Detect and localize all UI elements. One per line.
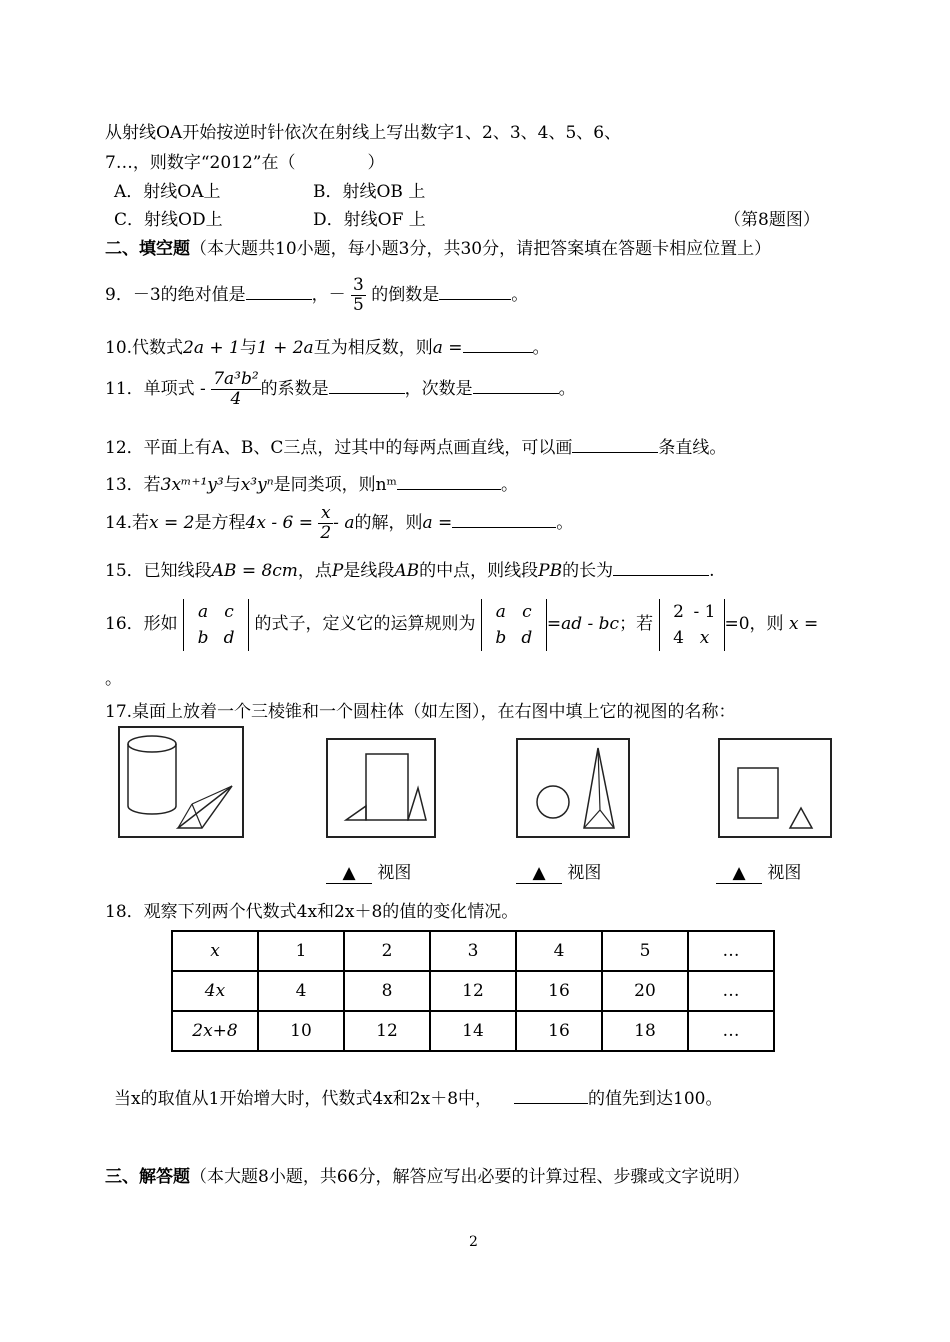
- figure-view-front: [326, 738, 436, 838]
- caption-side-view: ▲ 视图: [516, 858, 601, 884]
- values-table: [171, 930, 775, 1052]
- q8-figure-caption: （第8题图）: [724, 210, 820, 230]
- table-cell: …: [688, 971, 774, 1011]
- caption-front-view: ▲ 视图: [326, 858, 411, 884]
- fraction-x-2: $\frac{x}{2}$: [320, 503, 332, 543]
- table-cell: 16: [516, 971, 602, 1011]
- table-cell: 3: [430, 931, 516, 971]
- table-cell: …: [688, 1011, 774, 1051]
- figure-view-side: [516, 738, 630, 838]
- q8-option-a: A．射线OA上: [114, 182, 221, 202]
- fraction-monomial: $\frac{\text{7a³b²}}{4}$: [213, 369, 259, 409]
- q18-follow-up: 当x的取值从1开始增大时，代数式4x和2x＋8中， 的值先到达100。: [114, 1089, 723, 1109]
- table-cell: 4x: [172, 971, 258, 1011]
- question-18: 18．观察下列两个代数式4x和2x＋8的值的变化情况。: [105, 902, 519, 922]
- question-12: 12．平面上有A、B、C三点，过其中的每两点画直线，可以画 条直线。: [105, 438, 727, 458]
- table-row: [172, 971, 774, 1011]
- q8-option-c: C．射线OD上: [114, 210, 223, 230]
- table-cell: x: [172, 931, 258, 971]
- table-cell: 10: [258, 1011, 344, 1051]
- table-cell: 8: [344, 971, 430, 1011]
- table-row: [172, 1011, 774, 1051]
- question-9: 9．－3的绝对值是 ，－ $\frac{3}{5}$ 的倒数是 。: [105, 275, 529, 315]
- table-row: [172, 931, 774, 971]
- section3-heading: [105, 1162, 749, 1187]
- table-cell: 16: [516, 1011, 602, 1051]
- table-cell: 20: [602, 971, 688, 1011]
- section2-heading: [105, 234, 771, 259]
- q8-option-d: D．射线OF 上: [313, 210, 426, 230]
- table-cell: 14: [430, 1011, 516, 1051]
- determinant-generic: a c b d: [183, 599, 249, 651]
- section3-title: 三、解答题: [105, 1167, 190, 1187]
- table-cell: 1: [258, 931, 344, 971]
- fraction-3-5: $\frac{3}{5}$: [353, 275, 364, 315]
- caption-top-view: ▲ 视图: [716, 858, 801, 884]
- table-cell: 12: [430, 971, 516, 1011]
- table-cell: 12: [344, 1011, 430, 1051]
- question-16: 16．形如 a c b d 的式子，定义它的运算规则为 a c b d =ad - bc；若 2 - 1 4 x =0，则 x =: [105, 596, 818, 652]
- q8-option-b: B．射线OB 上: [313, 182, 426, 202]
- table-cell: 2x+8: [172, 1011, 258, 1051]
- q8-line2: 7…，则数字“2012”在（ ）: [105, 153, 385, 173]
- question-11: 11．单项式 - $\frac{\text{7a³b²}}{4}$ 的系数是 ，次数是 。: [105, 369, 576, 409]
- table-cell: 4: [258, 971, 344, 1011]
- figure-3d-objects: [118, 726, 244, 838]
- table-cell: 2: [344, 931, 430, 971]
- table-cell: 4: [516, 931, 602, 971]
- section3-desc: （本大题8小题，共66分，解答应写出必要的计算过程、步骤或文字说明）: [190, 1167, 750, 1187]
- table-cell: 5: [602, 931, 688, 971]
- q8-line1: 从射线OA开始按逆时针依次在射线上写出数字1、2、3、4、5、6、: [105, 123, 622, 143]
- determinant-given: 2 - 1 4 x: [659, 599, 725, 651]
- table-cell: 18: [602, 1011, 688, 1051]
- section2-desc: （本大题共10小题，每小题3分，共30分，请把答案填在答题卡相应位置上）: [190, 239, 772, 259]
- q16-tail: 。: [105, 669, 122, 689]
- determinant-rule: a c b d: [481, 599, 547, 651]
- page-number: 2: [469, 1234, 478, 1250]
- section2-title: 二、填空题: [105, 239, 190, 259]
- table-cell: …: [688, 931, 774, 971]
- figure-view-top: [718, 738, 832, 838]
- question-10: 10.代数式2a + 1与1 + 2a互为相反数，则a = 。: [105, 338, 550, 358]
- question-17: 17.桌面上放着一个三棱锥和一个圆柱体（如左图），在右图中填上它的视图的名称：: [105, 702, 736, 722]
- question-14: 14.若x = 2是方程4x - 6 = $\frac{x}{2}$ - a的解，则a = 。: [105, 503, 574, 543]
- question-13: 13．若3xᵐ⁺¹y³与x³yⁿ是同类项，则nᵐ 。: [105, 475, 518, 495]
- question-15: 15．已知线段AB = 8cm，点P是线段AB的中点，则线段PB的长为 .: [105, 561, 715, 581]
